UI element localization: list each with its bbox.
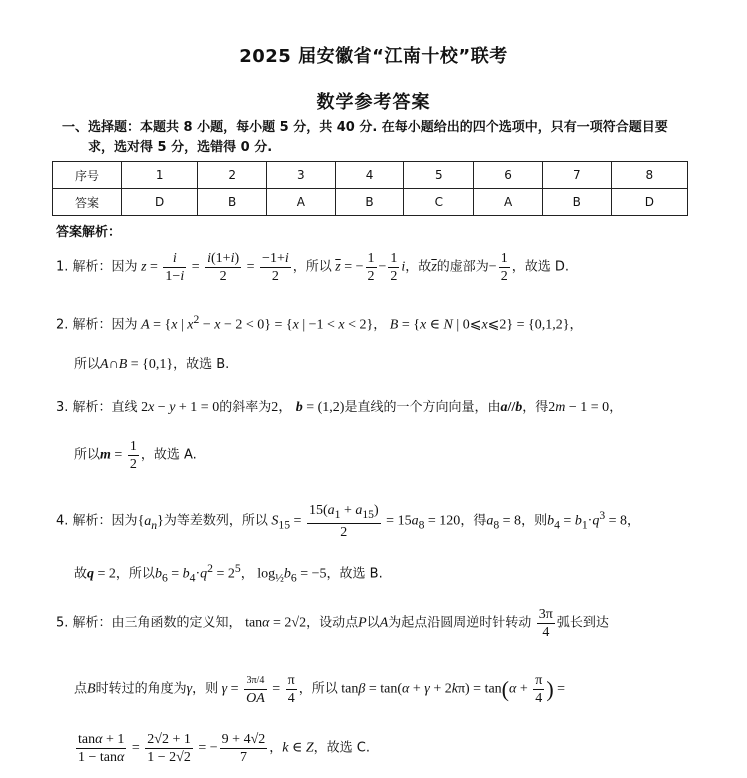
table-cell: D <box>122 189 198 216</box>
table-cell: B <box>542 189 611 216</box>
table-header-answer: 答案 <box>53 189 122 216</box>
table-cell: D <box>611 189 687 216</box>
table-cell: A <box>474 189 543 216</box>
q1-line: 1. 解析：因为 z = $\frac{i}{1-i}$ = $\frac{i(1+i)}{2}$ = $\frac{-1+i}{2}$ ，所以 $\overline{z}$ = − $\frac{1}{2}$ − $\frac{1}{2}$ i，故$\overline{z}$的虚部为− $\frac{1}{2}$ ，故选 D. <box>56 251 569 284</box>
table-cell: 5 <box>404 162 474 189</box>
table-cell: 7 <box>542 162 611 189</box>
q2-line1: 2. 解析：因为 A = {x | $x^2 - x - 2 < 0\} = \{x$ | −1 < x < 2}， B = {x ∈ N | 0⩽x⩽2} = {0,1,2}， <box>56 313 583 333</box>
table-cell: B <box>198 189 267 216</box>
table-row-numbers <box>53 162 688 189</box>
table-cell: 2 <box>198 162 267 189</box>
q4-line1: 4. 解析：因为$\{a_n\}$为等差数列，所以 $S_{15}$ = $\frac{15(a_1 + a_{15})}{2}$ = $15a_8 = 120$，得$a_8 = 8$，则$b_4 = b_1\cdot q^3 = 8$， <box>56 503 641 540</box>
q3-line1: 3. 解析：直线 2x − y + 1 = 0的斜率为2， b = (1,2)是直线的一个方向向量，由a//b，得2m − 1 = 0， <box>56 400 623 415</box>
q2-line2: 所以A∩B = {0,1}，故选 B. <box>74 357 230 372</box>
table-cell: B <box>335 189 404 216</box>
answer-key-title: 数学参考答案 <box>316 92 431 113</box>
answer-table <box>52 161 688 216</box>
exam-title: 2025 届安徽省“江南十校”联考 <box>239 46 508 67</box>
table-cell: 6 <box>474 162 543 189</box>
table-cell: 4 <box>335 162 404 189</box>
q3-line2: 所以m = $\frac{1}{2}$ ，故选 A. <box>74 439 197 472</box>
table-cell: 8 <box>611 162 687 189</box>
section-heading-line1: 一、选择题：本题共 8 小题，每小题 5 分，共 40 分. 在每小题给出的四个选项中，只有一项符合题目要 <box>62 120 668 135</box>
table-cell: 1 <box>122 162 198 189</box>
q5-line2: 点B时转过的角度为γ，则 γ = $\frac{3\pi/4}{OA}$ = $\frac{\pi}{4}$ ，所以 tanβ = tan(α + γ + 2kπ) = tan(α + $\frac{\pi}{4}$ ) = <box>74 673 566 706</box>
q5-line3: $\frac{\tan\alpha + 1}{1 - \tan\alpha}$ = $\frac{2√2 + 1}{1 - 2√2}$ = − $\frac{9 + 4√2}{7}$ ，k ∈ Z，故选 C. <box>78 732 371 765</box>
table-cell: 3 <box>267 162 336 189</box>
analysis-label: 答案解析： <box>56 225 122 240</box>
table-cell: C <box>404 189 474 216</box>
table-cell: A <box>267 189 336 216</box>
table-row-answers <box>53 189 688 216</box>
q4-line2: 故q = 2，所以$b_6 = b_4\cdot q^2 = 2^5$， $\log_{\frac{1}{2}}b_6 = -5$，故选 B. <box>74 562 383 585</box>
section-heading-line2: 求，选对得 5 分，选错得 0 分. <box>88 140 273 155</box>
table-header-number: 序号 <box>53 162 122 189</box>
q5-line1: 5. 解析：由三角函数的定义知， tanα = 2√2，设动点P以A为起点沿圆周逆时针转动 $\frac{3\pi}{4}$ 弧长到达 <box>56 607 609 640</box>
